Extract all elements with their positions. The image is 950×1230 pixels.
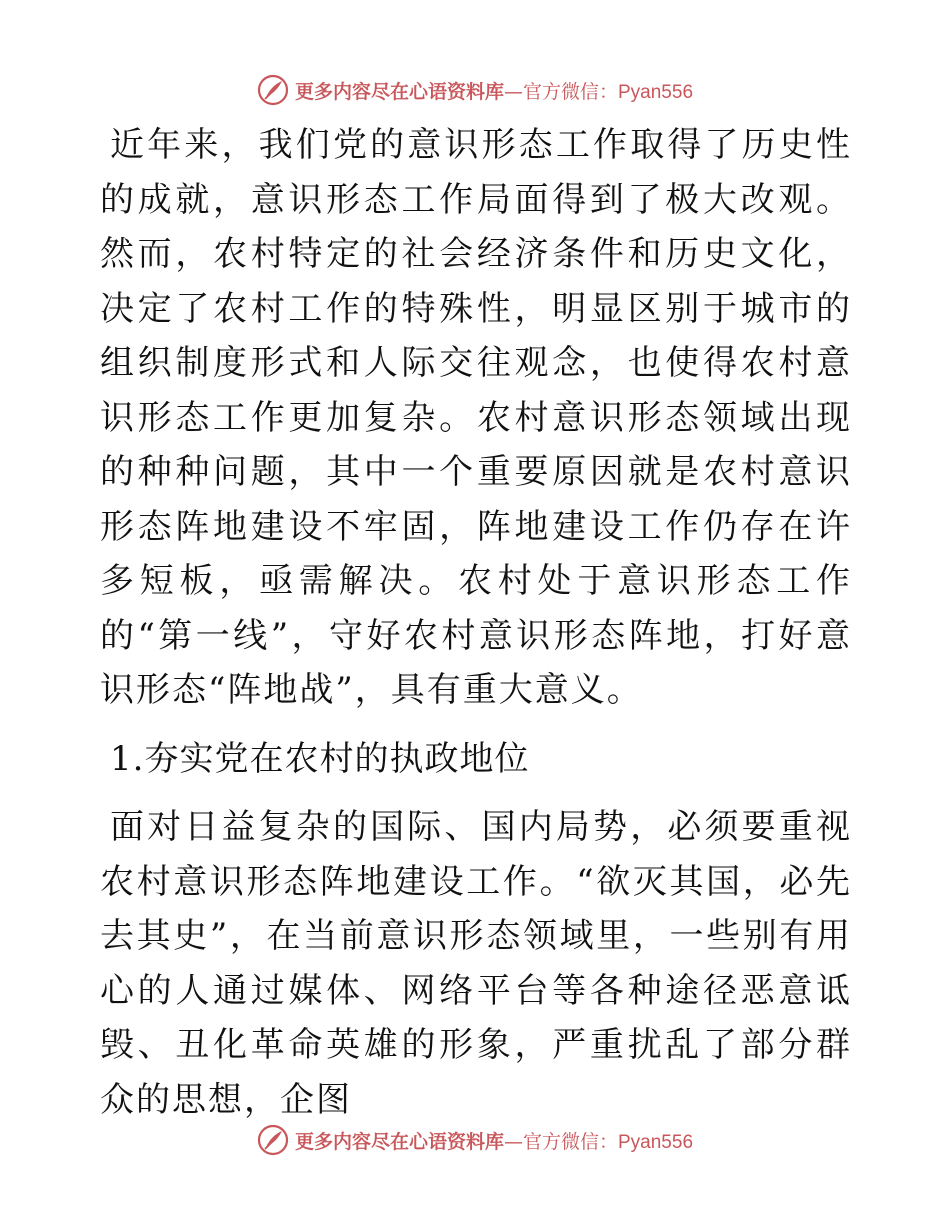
section-heading: 1.夯实党在农村的执政地位 [110,738,530,779]
paragraph-intro: 近年来，我们党的意识形态工作取得了历史性的成就，意识形态工作局面得到了极大改观。然而，农村特定的社会经济条件和历史文化，决定了农村工作的特殊性，明显区别于城市的组织制度形式和人际交往观念，也使得农村意识形态工作更加复杂。农村意识形态领域出现的种种问题，其中一个重要原因就是农村意识形态阵地建设不牢固，阵地建设工作仍存在许多短板，亟需解决。农村处于意识形态工作的“第一线”，守好农村意识形态阵地，打好意识形态“阵地战”，具有重大意义。 [100,125,852,710]
banner-sub-text: 官方微信： [522,80,618,103]
banner-sub-text: 官方微信： [522,1130,618,1153]
feather-pen-logo-icon [257,1124,289,1156]
banner-wechat-id: Pyan556 [618,1131,694,1153]
banner-main-text: 更多内容尽在心语资料库 [294,80,504,103]
banner-dash: — [503,80,523,103]
feather-pen-logo-icon [257,74,289,106]
document-body [100,118,852,1127]
banner-main-text: 更多内容尽在心语资料库 [294,1130,504,1153]
header-watermark [0,70,950,110]
footer-watermark [0,1120,950,1160]
banner-wechat-id: Pyan556 [618,81,694,103]
paragraph-body: 面对日益复杂的国际、国内局势，必须要重视农村意识形态阵地建设工作。“欲灭其国，必先去其史”，在当前意识形态领域里，一些别有用心的人通过媒体、网络平台等各种途径恶意诋毁、丑化革命英雄的形象，严重扰乱了部分群众的思想，企图 [100,807,852,1120]
banner-dash: — [503,1130,523,1153]
